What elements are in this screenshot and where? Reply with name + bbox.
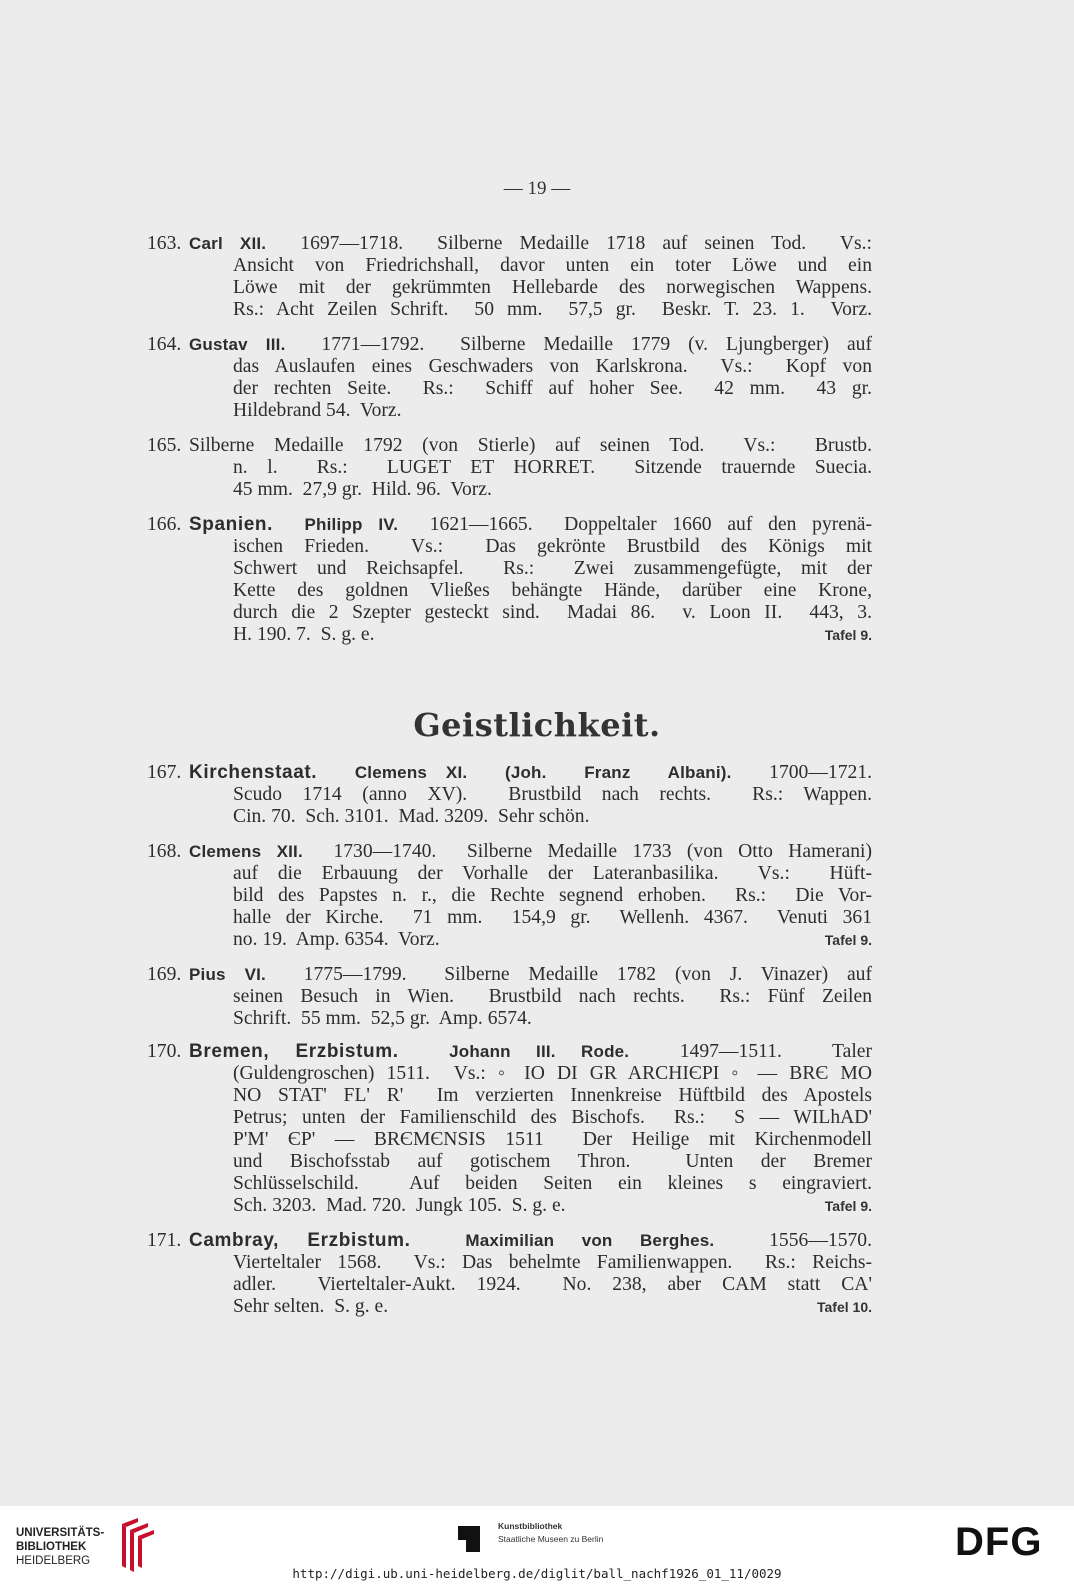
entry-line [147,479,872,501]
entry-text: Petrus; unten der Familienschild des Bischofs. Rs.: S — WILhAD' [233,1107,872,1128]
catalog-entry [147,762,872,828]
entry-text: Löwe mit der gekrümmten Hellebarde des norwegischen Wappens. [233,277,872,298]
entry-line [147,457,872,479]
entry-text: Sch. 3203. Mad. 720. Jungk 105. S. g. e. [233,1195,566,1216]
catalog-entry [147,1230,872,1318]
entry-text: Scudo 1714 (anno XV). Brustbild nach rechts. Rs.: Wappen. [233,784,872,805]
entry-text: Ansicht von Friedrichshall, davor unten ein toter Löwe und ein [233,255,872,276]
entry-text: 1771—1792. Silberne Medaille 1779 (v. Ljungberger) auf [285,334,872,355]
entry-line [147,986,872,1008]
catalog-entry [147,1041,872,1217]
entry-text: (Guldengroschen) 1511. Vs.: ◦ IO DI GR ARCHIЄPI ◦ — BRЄ MO [233,1063,872,1084]
entry-line [147,841,872,863]
catalog-entry [147,435,872,501]
entry-line [147,558,872,580]
entry-line [147,1063,872,1085]
entry-text: und Bischofsstab auf gotischem Thron. Unten der Bremer [233,1151,872,1172]
ub-line2: BIBLIOTHEK [16,1541,87,1553]
ub-heidelberg-logo-text [16,1526,104,1568]
entry-heading-text: Spanien. [189,514,273,535]
entry-text: 1730—1740. Silberne Medaille 1733 (von Otto Hamerani) [302,841,872,862]
catalog-entry [147,233,872,321]
entry-text: Cin. 70. Sch. 3101. Mad. 3209. Sehr schön. [233,806,590,827]
page-number: — 19 — [503,178,571,199]
entry-line [147,435,872,457]
entry-text: bild des Papstes n. r., die Rechte segnend erhoben. Rs.: Die Vor- [233,885,872,906]
entry-line [147,299,872,321]
entry-line [147,580,872,602]
entry-line [147,624,872,646]
entry-heading-text: Pius VI. [189,965,266,984]
entry-heading-text: Johann III. Rode. [449,1042,630,1061]
entry-text [273,514,305,535]
entry-text: adler. Vierteltaler-Aukt. 1924. No. 238, aber CAM statt CA' [233,1274,872,1295]
entry-number: 165. [147,435,182,456]
entry-heading-text: Philipp IV. [304,515,399,534]
tafel-reference: Tafel 9. [824,1198,872,1214]
entry-text: P'M' ЄP' — BRЄMЄNSIS 1511 Der Heilige mit Kirchenmodell [233,1129,872,1150]
entry-text [411,1230,466,1251]
tafel-reference: Tafel 10. [817,1299,872,1315]
entry-line [147,356,872,378]
tafel-reference: Tafel 9. [824,627,872,643]
entry-number: 170. [147,1041,182,1062]
entry-line [147,863,872,885]
entry-heading-text: Bremen, Erzbistum. [189,1041,399,1062]
entry-text: Schwert und Reichsapfel. Rs.: Zwei zusammengefügte, mit der [233,558,872,579]
entry-number: 163. [147,233,182,254]
entry-heading-text: Clemens XI. (Joh. Franz Albani). [354,763,732,782]
catalog-entry [147,334,872,422]
entry-line [147,255,872,277]
entry-text: Hildebrand 54. Vorz. [233,400,402,421]
entry-heading-text: Carl XII. [189,234,267,253]
entry-line [147,378,872,400]
entry-line [147,1274,872,1296]
tafel-reference: Tafel 9. [824,932,872,948]
entry-line [147,1129,872,1151]
section-heading: Geistlichkeit. [413,706,661,744]
entry-number: 167. [147,762,182,783]
entry-text: NO STAT' FL' R' Im verzierten Innenkreise Hüftbild des Apostels [233,1085,872,1106]
entry-line [147,1085,872,1107]
entry-line [147,536,872,558]
entry-line [147,1230,872,1252]
entry-number: 169. [147,964,182,985]
entry-text: 1621—1665. Doppeltaler 1660 auf den pyrenä- [398,514,873,535]
entry-heading-text: Gustav III. [189,335,286,354]
page-url[interactable]: http://digi.ub.uni-heidelberg.de/diglit/ball_nachf1926_01_11/0029 [292,1566,782,1581]
entry-text: Vierteltaler 1568. Vs.: Das behelmte Familienwappen. Rs.: Reichs- [233,1252,872,1273]
entry-text: das Auslaufen eines Geschwaders von Karlskrona. Vs.: Kopf von [233,356,872,377]
entry-text: Silberne Medaille 1792 (von Stierle) auf seinen Tod. Vs.: Brustb. [189,435,872,456]
kb-line1: Kunstbibliothek [498,1521,563,1531]
entry-text: Sehr selten. S. g. e. [233,1296,389,1317]
catalog-entry [147,514,872,646]
entry-text: Rs.: Acht Zeilen Schrift. 50 mm. 57,5 gr. Beskr. T. 23. 1. Vorz. [233,299,872,320]
entry-line [147,929,872,951]
entry-text [317,762,355,783]
entry-text: H. 190. 7. S. g. e. [233,624,375,645]
entry-text: seinen Besuch in Wien. Brustbild nach rechts. Rs.: Fünf Zeilen [233,986,872,1007]
entry-line [147,1173,872,1195]
entry-text: der rechten Seite. Rs.: Schiff auf hoher See. 42 mm. 43 gr. [233,378,872,399]
entry-text: durch die 2 Szepter gesteckt sind. Madai 86. v. Loon II. 443, 3. [233,602,872,623]
entry-number: 168. [147,841,182,862]
ub-line1: UNIVERSITÄTS- [16,1527,105,1539]
kb-line2: Staatliche Museen zu Berlin [498,1534,604,1544]
entry-line [147,1296,872,1318]
entry-heading-text: Maximilian von Berghes. [465,1231,715,1250]
entry-line [147,1195,872,1217]
entry-line [147,907,872,929]
entry-line [147,964,872,986]
kunstbibliothek-logo-text [498,1520,603,1546]
entry-line [147,334,872,356]
entry-heading-text: Cambray, Erzbistum. [189,1230,411,1251]
entry-line [147,806,872,828]
entry-line [147,784,872,806]
entry-line [147,400,872,422]
dfg-logo: DFG [955,1520,1043,1564]
entry-line [147,1107,872,1129]
entry-text: Schlüsselschild. Auf beiden Seiten ein kleines s eingraviert. [233,1173,872,1194]
entry-text: 1497—1511. Taler [629,1041,872,1062]
ub-heidelberg-logo-icon [108,1516,158,1572]
entry-text: Schrift. 55 mm. 52,5 gr. Amp. 6574. [233,1008,532,1029]
entry-text: 45 mm. 27,9 gr. Hild. 96. Vorz. [233,479,492,500]
entry-line [147,762,872,784]
entry-text: ischen Frieden. Vs.: Das gekrönte Brustbild des Königs mit [233,536,872,557]
catalog-entry [147,964,872,1030]
entry-text: auf die Erbauung der Vorhalle der Lateranbasilika. Vs.: Hüft- [233,863,872,884]
footer [0,1506,1074,1585]
entry-number: 166. [147,514,182,535]
entry-number: 164. [147,334,182,355]
entry-text: no. 19. Amp. 6354. Vorz. [233,929,440,950]
entry-number: 171. [147,1230,182,1251]
entry-line [147,1008,872,1030]
entry-text [399,1041,450,1062]
entry-line [147,1151,872,1173]
entry-line [147,277,872,299]
entry-heading-text: Clemens XII. [189,842,303,861]
entry-heading-text: Kirchenstaat. [189,762,318,783]
entry-line [147,514,872,536]
entry-line [147,1252,872,1274]
kunstbibliothek-logo-icon [456,1524,486,1554]
entry-text: n. l. Rs.: LUGET ET HORRET. Sitzende trauernde Suecia. [233,457,872,478]
entry-line [147,233,872,255]
entry-line [147,602,872,624]
entry-text: Kette des goldnen Vließes behängte Hände, darüber eine Krone, [233,580,872,601]
entry-line [147,885,872,907]
entry-line [147,1041,872,1063]
catalog-entry [147,841,872,951]
entry-text: halle der Kirche. 71 mm. 154,9 gr. Wellenh. 4367. Venuti 361 [233,907,872,928]
entry-text: 1697—1718. Silberne Medaille 1718 auf seinen Tod. Vs.: [266,233,873,254]
entry-text: 1556—1570. [714,1230,873,1251]
entry-text: 1775—1799. Silberne Medaille 1782 (von J. Vinazer) auf [265,964,872,985]
entry-text: 1700—1721. [731,762,873,783]
ub-line3: HEIDELBERG [16,1555,91,1567]
